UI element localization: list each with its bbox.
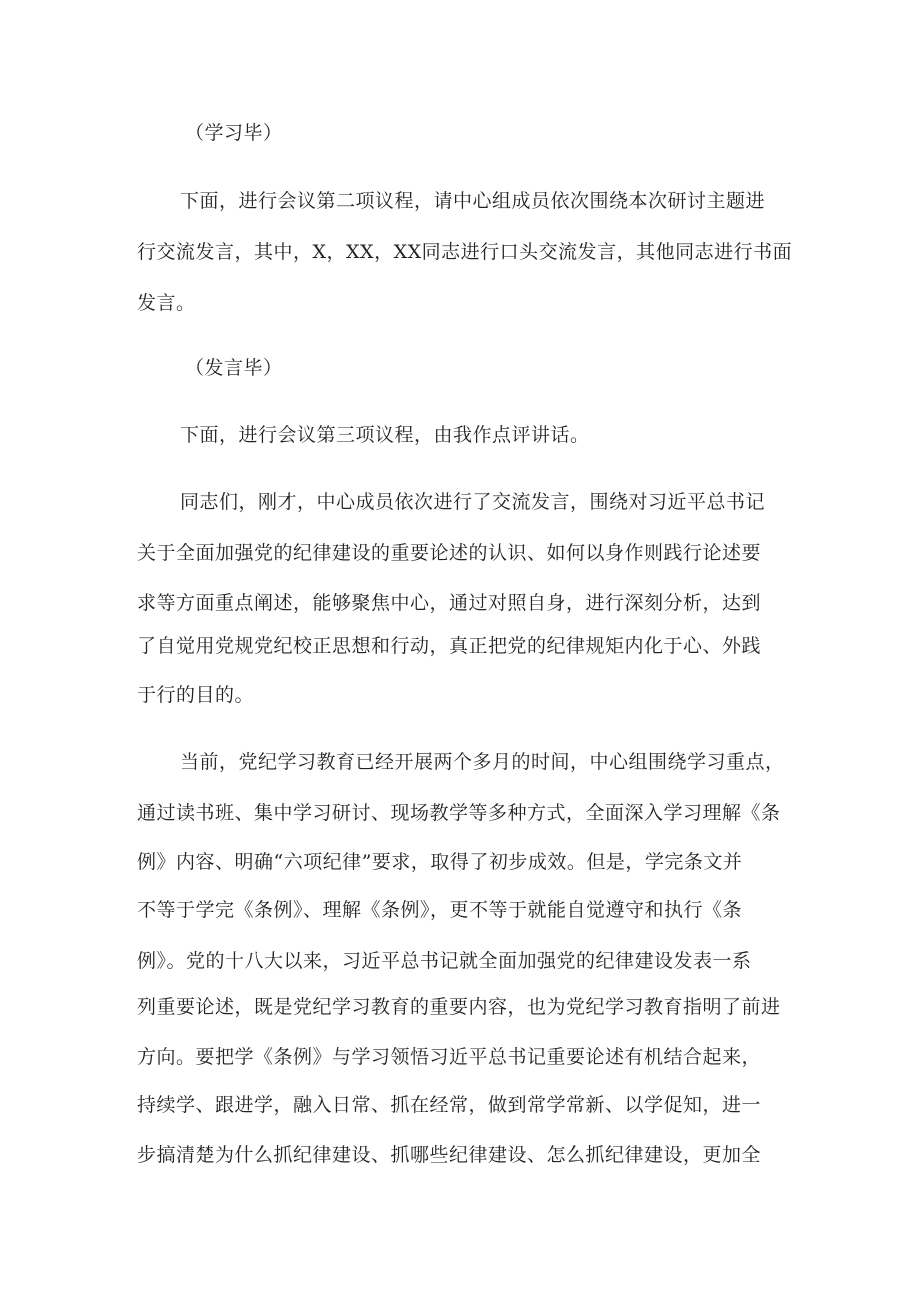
study-done-note: （学习毕）: [185, 122, 283, 144]
current-line-7: 方向。要把学《条例》与学习领悟习近平总书记重要论述有机结合起来，: [137, 1046, 762, 1068]
current-line-9: 步搞清楚为什么抓纪律建设、抓哪些纪律建设、怎么抓纪律建设，更加全: [137, 1144, 762, 1166]
agenda-two-line-2: 行交流发言，其中，X，XX，XX同志进行口头交流发言，其他同志进行书面: [137, 241, 793, 263]
current-line-5: 例》。党的十八大以来，习近平总书记就全面加强党的纪律建设发表一系: [137, 950, 752, 972]
current-line-3: 例》内容、明确“六项纪律”要求，取得了初步成效。但是，学完条文并: [137, 851, 743, 873]
agenda-three-line-1: 下面，进行会议第三项议程，由我作点评讲话。: [180, 424, 590, 446]
comrades-line-4: 了自觉用党规党纪校正思想和行动，真正把党的纪律规矩内化于心、外践: [137, 635, 762, 657]
comrades-line-1: 同志们，刚才，中心成员依次进行了交流发言，围绕对习近平总书记: [180, 491, 766, 513]
agenda-two-line-3: 发言。: [137, 292, 196, 314]
current-line-4: 不等于学完《条例》、理解《条例》，更不等于就能自觉遵守和执行《条: [137, 899, 743, 921]
comrades-line-5: 于行的目的。: [137, 684, 255, 706]
current-line-8: 持续学、跟进学，融入日常、抓在经常，做到常学常新、以学促知，进一: [137, 1094, 762, 1116]
current-line-6: 列重要论述，既是党纪学习教育的重要内容，也为党纪学习教育指明了前进: [137, 996, 781, 1018]
agenda-two-line-1: 下面，进行会议第二项议程，请中心组成员依次围绕本次研讨主题进: [180, 190, 766, 212]
current-line-1: 当前，党纪学习教育已经开展两个多月的时间，中心组围绕学习重点，: [180, 751, 785, 773]
comrades-line-3: 求等方面重点阐述，能够聚焦中心，通过对照自身，进行深刻分析，达到: [137, 592, 762, 614]
speech-done-note: （发言毕）: [185, 357, 283, 379]
current-line-2: 通过读书班、集中学习研讨、现场教学等多种方式，全面深入学习理解《条: [137, 802, 781, 824]
comrades-line-2: 关于全面加强党的纪律建设的重要论述的认识、如何以身作则践行论述要: [137, 542, 762, 564]
